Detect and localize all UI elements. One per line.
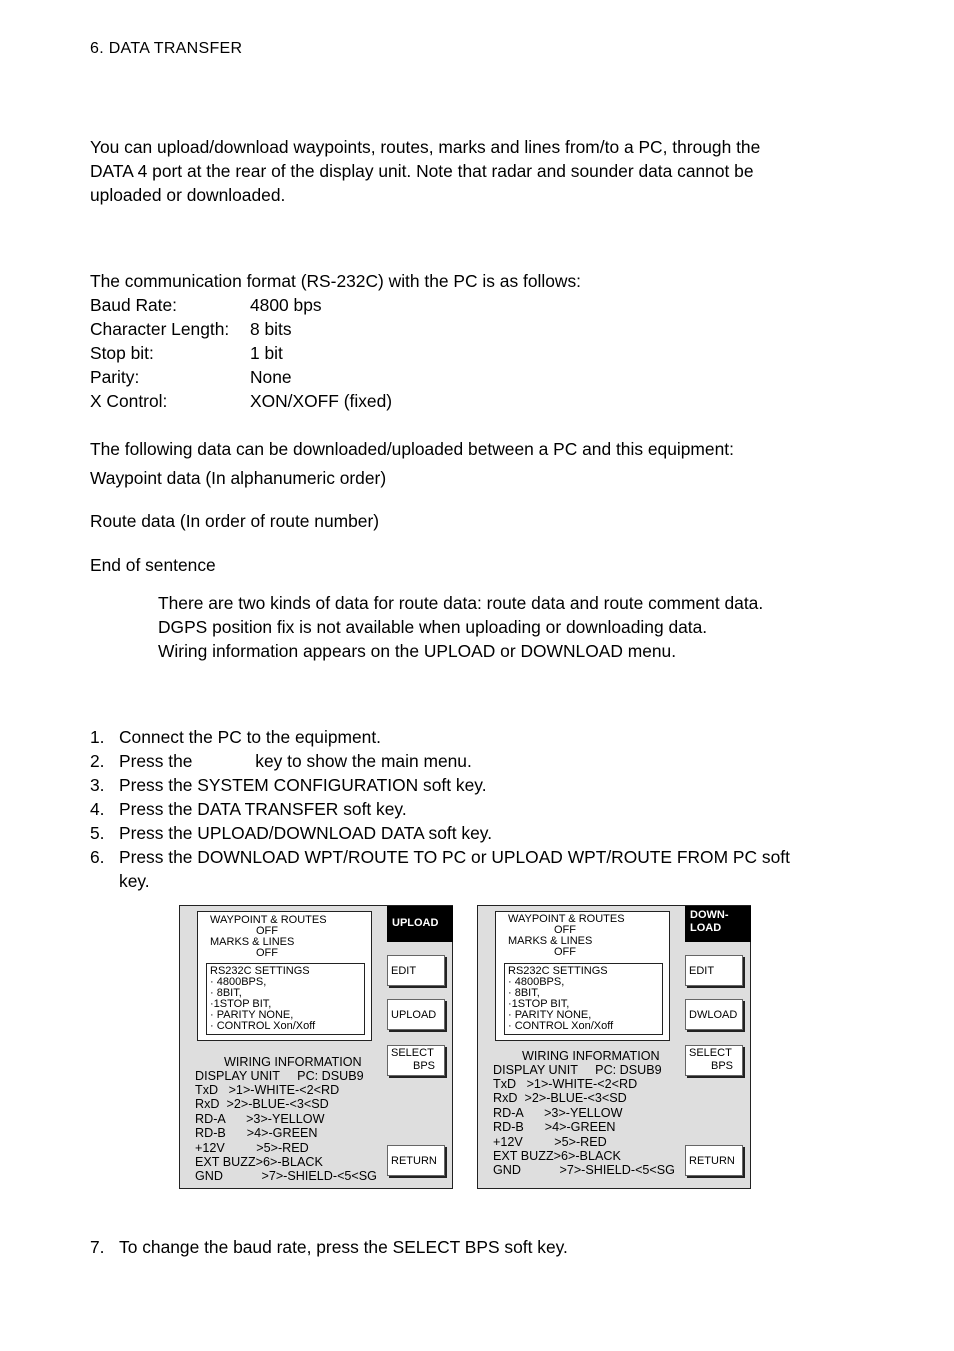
spec-value-parity: None (250, 367, 292, 387)
upload-tab (387, 906, 453, 942)
rs-line: RS232C SETTINGS (508, 965, 608, 977)
softkey-label: RETURN (391, 1155, 437, 1167)
wiring-line: TxD >1>-WHITE-<2<RD (493, 1077, 638, 1091)
data-item-route: Route data (In order of route number) (90, 511, 380, 531)
panel-value: OFF (554, 924, 576, 936)
wiring-line: +12V >5>-RED (195, 1141, 309, 1155)
rs232c-settings-box (206, 963, 365, 1035)
rs-line: ·1STOP BIT, (508, 998, 570, 1010)
wiring-line: TxD >1>-WHITE-<2<RD (195, 1083, 340, 1097)
rs-line: RS232C SETTINGS (210, 965, 310, 977)
wiring-line: RD-A >3>-YELLOW (493, 1106, 623, 1120)
data-item-end: End of sentence (90, 555, 216, 575)
softkey-label: EDIT (689, 965, 715, 977)
softkey-label: UPLOAD (391, 1009, 437, 1021)
spec-label-baud: Baud Rate: (90, 295, 178, 315)
return-softkey[interactable] (685, 1145, 743, 1176)
edit-softkey[interactable] (387, 955, 445, 986)
wiring-line: GND >7>-SHIELD-<5<SG (195, 1169, 377, 1183)
rs-line: · 4800BPS, (508, 976, 565, 988)
step-text-continued: key. (119, 871, 150, 891)
intro-line-1: You can upload/download waypoints, routes, marks and lines from/to a PC, through the (90, 137, 761, 157)
softkey-label: RETURN (689, 1155, 735, 1167)
tab-label: LOAD (690, 922, 722, 934)
wiring-line: EXT BUZZ>6>-BLACK (195, 1155, 323, 1169)
dwload-softkey[interactable] (685, 999, 743, 1030)
rs-line: · 8BIT, (508, 987, 540, 999)
wiring-line: EXT BUZZ>6>-BLACK (493, 1149, 621, 1163)
edit-softkey[interactable] (685, 955, 743, 986)
rs-line: · CONTROL Xon/Xoff (210, 1020, 316, 1032)
format-intro: The communication format (RS-232C) with the PC is as follows: (90, 271, 581, 291)
note-2: DGPS position fix is not available when uploading or downloading data. (158, 617, 708, 637)
wiring-title: WIRING INFORMATION (224, 1055, 362, 1069)
wiring-title: WIRING INFORMATION (522, 1049, 660, 1063)
rs-line: · PARITY NONE, (508, 1009, 592, 1021)
panel-label: WAYPOINT & ROUTES (210, 914, 327, 926)
data-intro: The following data can be downloaded/uploaded between a PC and this equipment: (90, 439, 734, 459)
spec-label-xcontrol: X Control: (90, 391, 168, 411)
wiring-line: DISPLAY UNIT PC: DSUB9 (493, 1063, 662, 1077)
upload-softkey[interactable] (387, 999, 445, 1030)
spec-value-stop: 1 bit (250, 343, 283, 363)
panel-value: OFF (256, 947, 278, 959)
wiring-line: DISPLAY UNIT PC: DSUB9 (195, 1069, 364, 1083)
wiring-line: RxD >2>-BLUE-<3<SD (195, 1097, 329, 1111)
status-panel (495, 911, 670, 1041)
step-number: 2. (90, 751, 105, 771)
softkey-label: SELECT (689, 1047, 732, 1059)
panel-value: OFF (256, 925, 278, 937)
step-text: Press the DOWNLOAD WPT/ROUTE TO PC or UPLOAD WPT/ROUTE FROM PC soft (119, 847, 790, 867)
intro-line-3: uploaded or downloaded. (90, 185, 286, 205)
softkey-label: BPS (413, 1059, 436, 1072)
softkey-label: EDIT (391, 965, 417, 977)
panel-label: MARKS & LINES (210, 936, 295, 948)
rs-line: ·1STOP BIT, (210, 998, 272, 1010)
rs-line: · 8BIT, (210, 987, 242, 999)
step-number: 3. (90, 775, 105, 795)
softkey-label: BPS (711, 1059, 734, 1072)
step-number: 1. (90, 727, 105, 747)
select-bps-softkey[interactable] (387, 1045, 445, 1076)
rs-line: · CONTROL Xon/Xoff (508, 1020, 614, 1032)
tab-label: UPLOAD (392, 917, 439, 929)
wiring-line: RD-B >4>-GREEN (195, 1126, 318, 1140)
wiring-line: RD-A >3>-YELLOW (195, 1112, 325, 1126)
step-number: 7. (90, 1237, 105, 1257)
return-softkey[interactable] (387, 1145, 445, 1176)
rs-line: · 4800BPS, (210, 976, 267, 988)
upload-screen (179, 905, 453, 1189)
step-number: 4. (90, 799, 105, 819)
spec-value-length: 8 bits (250, 319, 292, 339)
spec-label-length: Character Length: (90, 319, 230, 339)
wiring-line: RxD >2>-BLUE-<3<SD (493, 1091, 627, 1105)
spec-value-xcontrol: XON/XOFF (fixed) (250, 391, 393, 411)
step-number: 5. (90, 823, 105, 843)
panel-value: OFF (554, 946, 576, 958)
tab-label: DOWN- (690, 909, 729, 921)
softkey-label: DWLOAD (689, 1009, 738, 1021)
page-header: 6. DATA TRANSFER (90, 40, 243, 57)
step-text: Connect the PC to the equipment. (119, 727, 381, 747)
download-tab (685, 906, 751, 942)
spec-label-parity: Parity: (90, 367, 140, 387)
status-panel (197, 911, 372, 1041)
rs232c-settings-box (504, 963, 663, 1035)
softkey-label: SELECT (391, 1047, 434, 1059)
rs-line: · PARITY NONE, (210, 1009, 294, 1021)
panel-label: WAYPOINT & ROUTES (508, 913, 625, 925)
wiring-line: GND >7>-SHIELD-<5<SG (493, 1163, 675, 1177)
data-item-waypoint: Waypoint data (In alphanumeric order) (90, 468, 387, 488)
step-number: 6. (90, 847, 105, 867)
wiring-line: +12V >5>-RED (493, 1135, 607, 1149)
download-screen (477, 905, 751, 1189)
spec-value-baud: 4800 bps (250, 295, 322, 315)
step-text: Press the SYSTEM CONFIGURATION soft key. (119, 775, 487, 795)
wiring-line: RD-B >4>-GREEN (493, 1120, 616, 1134)
step-text: Press the key to show the main menu. (119, 751, 472, 771)
step-text: To change the baud rate, press the SELECT BPS soft key. (119, 1237, 568, 1257)
note-3: Wiring information appears on the UPLOAD or DOWNLOAD menu. (158, 641, 677, 661)
select-bps-softkey[interactable] (685, 1045, 743, 1076)
step-text: Press the DATA TRANSFER soft key. (119, 799, 407, 819)
panel-label: MARKS & LINES (508, 935, 593, 947)
intro-line-2: DATA 4 port at the rear of the display unit. Note that radar and sounder data cannot be (90, 161, 754, 181)
note-1: There are two kinds of data for route data: route data and route comment data. (158, 593, 764, 613)
spec-label-stop: Stop bit: (90, 343, 154, 363)
step-text: Press the UPLOAD/DOWNLOAD DATA soft key. (119, 823, 493, 843)
